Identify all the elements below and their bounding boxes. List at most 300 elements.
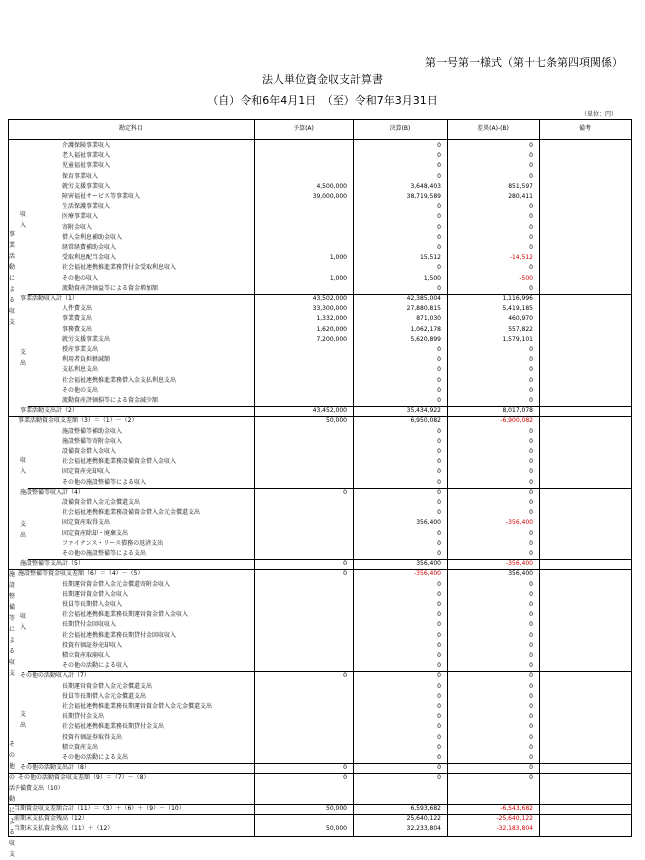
row-settlement: 6,593,682	[410, 805, 441, 812]
row-settlement: 0	[437, 580, 441, 588]
row-label: 事務費支出	[62, 325, 93, 333]
row-settlement: 0	[437, 284, 441, 292]
row-difference: 0	[529, 754, 533, 761]
cash-flow-statement-table	[8, 119, 632, 858]
table-row	[8, 386, 632, 396]
row-label: 人件費支出	[62, 305, 93, 313]
table-row	[8, 294, 632, 304]
row-settlement: 0	[437, 774, 441, 782]
row-settlement: 356,400	[416, 560, 441, 568]
table-row	[8, 712, 632, 722]
table-row	[8, 314, 632, 324]
table-row	[8, 773, 632, 783]
row-settlement: 0	[437, 458, 441, 466]
table-row	[8, 151, 632, 161]
row-label: 社会福祉連携推進業務長期貸付金回収収入	[62, 631, 177, 639]
table-row	[8, 631, 632, 641]
row-difference: 0	[529, 376, 533, 384]
table-row	[8, 172, 632, 182]
row-settlement: 0	[437, 743, 441, 751]
row-settlement: 0	[437, 590, 441, 598]
section-other-label: その他の活動による収支	[8, 741, 15, 858]
row-label: 施設整備等支出計（5）	[20, 560, 84, 568]
table-row	[8, 580, 632, 590]
row-difference: 0	[529, 346, 533, 353]
row-settlement: 871,030	[416, 315, 441, 323]
row-difference: 356,400	[508, 570, 533, 578]
row-difference: 0	[529, 356, 533, 364]
row-settlement: 0	[437, 346, 441, 353]
row-label: 流動資産評価益等による資金増加額	[62, 284, 159, 292]
row-label: その他の活動による支出	[62, 754, 129, 761]
row-difference: 0	[529, 284, 533, 292]
table-row	[8, 610, 632, 620]
row-difference: 0	[529, 774, 533, 782]
row-settlement: 1,500	[423, 274, 441, 282]
row-label: 障害福祉サービス等事業収入	[62, 193, 141, 200]
row-label: 医療事業収入	[62, 213, 99, 221]
row-label: 受取利息配当金収入	[62, 254, 117, 262]
table-row	[8, 620, 632, 630]
row-label: 積立資産取崩収入	[62, 652, 111, 659]
row-label: 借入金利息補助金収入	[62, 233, 123, 241]
row-settlement: 0	[437, 672, 441, 680]
row-difference: -14,512	[509, 254, 533, 262]
row-settlement: 35,434,922	[406, 407, 441, 415]
table-row	[8, 365, 632, 375]
row-settlement: 6,950,082	[410, 417, 441, 425]
row-settlement: 32,233,804	[406, 825, 441, 833]
table-row	[8, 743, 632, 753]
row-label: 利用者負担軽減額	[62, 356, 111, 364]
table-row	[8, 325, 632, 335]
row-settlement: 0	[437, 468, 441, 476]
row-label: 社会福祉連携推進業務設備資金借入金収入	[62, 458, 177, 466]
row-settlement: 0	[437, 437, 441, 445]
table-row	[8, 722, 632, 732]
row-label: 長期運営資金借入金元金償還支出	[62, 682, 153, 690]
income-label-business: 収入	[19, 211, 26, 229]
row-difference: 0	[529, 172, 533, 180]
row-settlement: 0	[437, 213, 441, 221]
row-difference: 0	[529, 539, 533, 547]
row-settlement: 0	[437, 448, 441, 455]
expense-label-other: 支出	[19, 711, 26, 729]
row-settlement: 0	[437, 723, 441, 731]
row-difference: 0	[529, 427, 533, 435]
section-business-label: 事業活動による収支	[8, 231, 15, 326]
income-label-facility: 収入	[19, 457, 26, 475]
row-label: 社会福祉連携推進業務借入金支払利息支出	[62, 376, 177, 384]
row-label: その他の支出	[62, 386, 99, 394]
row-difference: 0	[529, 743, 533, 751]
row-difference: 0	[529, 662, 533, 670]
row-budget: 33,300,000	[312, 305, 347, 313]
row-label: 社会福祉連携推進業務長期運営資金借入金元金償還支出	[62, 703, 213, 710]
row-label: 流動資産評価損等による資金減少額	[62, 397, 159, 404]
row-label: 長期運営資金借入金収入	[62, 590, 129, 598]
row-difference: -25,640,122	[496, 815, 533, 823]
row-settlement: 0	[437, 539, 441, 547]
row-label: 長期貸付金回収収入	[62, 621, 117, 629]
table-row	[8, 233, 632, 243]
row-difference: 0	[529, 386, 533, 394]
table-row	[8, 590, 632, 600]
row-difference: 0	[529, 733, 533, 741]
table-row	[8, 549, 632, 559]
row-difference: 0	[529, 397, 533, 404]
table-row	[8, 824, 632, 834]
row-budget: 4,500,000	[316, 182, 347, 190]
row-difference: 0	[529, 366, 533, 374]
row-settlement: 0	[437, 356, 441, 364]
row-label: 事業活動支出計（2）	[20, 407, 78, 415]
row-difference: 0	[529, 437, 533, 445]
row-settlement: 38,719,589	[406, 193, 441, 200]
row-settlement: 15,512	[420, 254, 441, 262]
table-row	[8, 671, 632, 681]
row-label: 投資有価証券取得支出	[62, 733, 123, 741]
row-settlement: -356,400	[414, 570, 441, 578]
row-difference: 0	[529, 213, 533, 221]
row-label: 積立資産支出	[62, 743, 99, 751]
table-row	[8, 212, 632, 222]
row-budget: 1,620,000	[316, 325, 347, 333]
row-label: 予備費支出（10）	[14, 784, 64, 792]
row-settlement: 0	[437, 203, 441, 211]
row-label: 長期貸付金支出	[62, 713, 105, 721]
row-settlement: 3,648,403	[410, 182, 441, 190]
row-label: 就労支援事業支出	[62, 335, 111, 343]
table-row	[8, 529, 632, 539]
row-difference: 0	[529, 723, 533, 731]
section-facility-label: 施設整備等による収支	[8, 571, 15, 677]
row-label: 社会福祉連携推進業務貸付金受取利息収入	[62, 264, 177, 272]
row-label: その他の収入	[62, 274, 99, 282]
row-label: 就労支援事業収入	[62, 182, 111, 190]
table-row	[8, 141, 632, 151]
row-settlement: 0	[437, 733, 441, 741]
row-label: 経常経費補助金収入	[62, 244, 117, 251]
row-budget: 50,000	[326, 417, 347, 425]
row-label: 役員等長期借入金元金償還支出	[62, 692, 147, 700]
table-row	[8, 518, 632, 528]
row-settlement: 0	[437, 601, 441, 608]
table-row	[8, 161, 632, 171]
row-difference: 0	[529, 244, 533, 251]
row-settlement: 0	[437, 223, 441, 231]
row-difference: 0	[529, 601, 533, 608]
table-row	[8, 427, 632, 437]
row-settlement: 42,385,004	[406, 295, 441, 302]
table-row	[8, 702, 632, 712]
row-settlement: 0	[437, 397, 441, 404]
row-difference: 0	[529, 631, 533, 639]
row-difference: -32,183,804	[496, 825, 533, 833]
table-row	[8, 416, 632, 426]
row-settlement: 0	[437, 162, 441, 170]
row-difference: 0	[529, 142, 533, 149]
row-difference: 0	[529, 713, 533, 721]
row-settlement: 0	[437, 499, 441, 506]
table-row	[8, 284, 632, 294]
row-label: その他の活動収入計（7）	[20, 672, 90, 680]
row-settlement: 0	[437, 509, 441, 517]
row-settlement: 5,620,899	[410, 335, 441, 343]
row-difference: 460,970	[508, 315, 533, 323]
row-label: 投資有価証券売却収入	[62, 641, 123, 649]
row-label: 事業活動資金収支差額（3）＝（1）－（2）	[18, 417, 138, 425]
row-difference: -356,400	[506, 560, 533, 568]
income-label-other: 収入	[19, 613, 26, 631]
row-budget: 43,452,000	[312, 407, 347, 415]
row-settlement: 1,062,178	[410, 325, 441, 333]
unit-label: （単位：円）	[580, 111, 617, 118]
table-row	[8, 814, 632, 824]
row-label: 固定資産売却収入	[62, 468, 111, 476]
row-budget: 0	[343, 774, 347, 782]
row-label: 児童福祉事業収入	[62, 162, 111, 170]
row-settlement: 0	[437, 764, 441, 772]
page-title: 法人単位資金収支計算書	[262, 73, 383, 86]
table-row	[8, 682, 632, 692]
row-settlement: 0	[437, 264, 441, 272]
row-label: 固定資産取得支出	[62, 519, 111, 527]
row-difference: 0	[529, 152, 533, 160]
row-difference: 0	[529, 590, 533, 598]
row-difference: 1,579,101	[502, 335, 533, 343]
table-row	[8, 406, 632, 416]
row-label: 寄附金収入	[62, 223, 93, 231]
table-row	[8, 569, 632, 579]
table-row	[8, 804, 632, 814]
row-label: 施設整備等資金収支差額（6）＝（4）－（5）	[18, 570, 144, 578]
row-difference: -500	[519, 274, 533, 282]
row-difference: 0	[529, 499, 533, 506]
row-difference: 0	[529, 641, 533, 649]
row-difference: 8,017,078	[502, 407, 533, 415]
row-label: 前期末支払資金残高（12）	[14, 815, 88, 823]
row-difference: 5,419,185	[502, 305, 533, 313]
table-row	[8, 488, 632, 498]
row-budget: 1,000	[329, 254, 347, 262]
row-settlement: 0	[437, 682, 441, 690]
table-row	[8, 202, 632, 212]
row-settlement: 0	[437, 376, 441, 384]
row-settlement: 0	[437, 142, 441, 149]
row-difference: 0	[529, 223, 533, 231]
table-row	[8, 355, 632, 365]
column-header-remarks: 備考	[578, 125, 591, 132]
row-label: 事業費支出	[62, 315, 93, 323]
row-difference: 0	[529, 580, 533, 588]
column-header-item: 勘定科目	[118, 125, 143, 132]
column-header-budget: 予算(A)	[293, 125, 314, 132]
row-label: 固定資産除却・廃棄支出	[62, 529, 129, 537]
row-label: 保育事業収入	[62, 172, 99, 180]
row-label: 社会福祉連携推進業務設備資金借入金元金償還支出	[62, 509, 201, 517]
row-label: その他の活動による収入	[62, 662, 129, 670]
table-row	[8, 253, 632, 263]
row-settlement: 0	[437, 611, 441, 619]
row-label: 老人福祉事業収入	[62, 152, 111, 160]
row-budget: 50,000	[326, 805, 347, 812]
table-row	[8, 733, 632, 743]
row-label: 役員等長期借入金収入	[62, 601, 123, 608]
row-label: ファイナンス・リース債務の返済支出	[62, 539, 164, 547]
row-settlement: 27,880,815	[406, 305, 441, 313]
row-budget: 39,000,000	[312, 193, 347, 200]
row-difference: 0	[529, 448, 533, 455]
row-settlement: 0	[437, 641, 441, 649]
row-difference: 0	[529, 652, 533, 659]
row-difference: -6,900,082	[500, 417, 533, 425]
row-difference: 0	[529, 233, 533, 241]
table-row	[8, 539, 632, 549]
row-budget: 43,502,000	[312, 295, 347, 302]
row-settlement: 0	[437, 631, 441, 639]
row-settlement: 0	[437, 692, 441, 700]
table-row	[8, 508, 632, 518]
row-label: 事業活動収入計（1）	[20, 295, 78, 302]
row-difference: 0	[529, 682, 533, 690]
row-label: 社会福祉連携推進業務長期運営資金借入金収入	[62, 611, 189, 619]
row-budget: 1,332,000	[316, 315, 347, 323]
row-budget: 0	[343, 672, 347, 680]
row-difference: 557,822	[508, 325, 533, 333]
table-row	[8, 457, 632, 467]
row-difference: 0	[529, 611, 533, 619]
row-difference: 0	[529, 621, 533, 629]
row-label: 介護保険事業収入	[62, 142, 111, 149]
row-label: 社会福祉連携推進業務長期貸付金支出	[62, 723, 165, 731]
row-label: 設備資金借入金元金償還支出	[62, 499, 141, 506]
row-settlement: 0	[437, 652, 441, 659]
row-settlement: 0	[437, 233, 441, 241]
table-row	[8, 559, 632, 569]
row-difference: -6,543,682	[500, 805, 533, 812]
row-settlement: 0	[437, 172, 441, 180]
row-budget: 0	[343, 488, 347, 496]
table-row	[8, 274, 632, 284]
row-label: 当期資金収支差額合計（11）＝（3）＋（6）＋（9）－（10）	[14, 805, 185, 812]
expense-label-facility: 支出	[19, 521, 26, 539]
row-settlement: 0	[437, 529, 441, 537]
row-difference: 1,116,996	[502, 295, 533, 302]
table-row	[8, 651, 632, 661]
row-settlement: 0	[437, 427, 441, 435]
row-label: 施設整備等補助金収入	[62, 427, 123, 435]
row-difference: 0	[529, 488, 533, 496]
row-difference: 0	[529, 764, 533, 772]
row-difference: 0	[529, 203, 533, 211]
table-row	[8, 345, 632, 355]
row-difference: 0	[529, 703, 533, 710]
row-settlement: 0	[437, 713, 441, 721]
row-difference: 0	[529, 468, 533, 476]
table-row	[8, 243, 632, 253]
row-settlement: 0	[437, 550, 441, 557]
table-row	[8, 335, 632, 345]
column-header-settlement: 決算(B)	[389, 125, 411, 132]
row-settlement: 0	[437, 152, 441, 160]
row-label: その他の施設整備等による支出	[62, 550, 147, 557]
row-difference: 0	[529, 550, 533, 557]
fiscal-period: （自）令和6年4月1日 （至）令和7年3月31日	[207, 94, 438, 107]
row-difference: 0	[529, 692, 533, 700]
row-settlement: 0	[437, 621, 441, 629]
table-row	[8, 223, 632, 233]
row-settlement: 0	[437, 386, 441, 394]
row-settlement: 0	[437, 244, 441, 251]
row-label: 施設整備等寄附金収入	[62, 437, 123, 445]
table-row	[8, 600, 632, 610]
table-row	[8, 396, 632, 406]
row-difference: 280,411	[508, 193, 533, 200]
row-difference: 0	[529, 458, 533, 466]
table-row	[8, 182, 632, 192]
row-difference: 851,597	[508, 182, 533, 190]
row-settlement: 0	[437, 366, 441, 374]
row-settlement: 0	[437, 478, 441, 486]
table-row	[8, 192, 632, 202]
row-difference: -356,400	[506, 519, 533, 527]
row-difference: 0	[529, 162, 533, 170]
table-row	[8, 763, 632, 773]
table-row	[8, 437, 632, 447]
row-label: 長期運営資金借入金元金償還寄附金収入	[62, 580, 171, 588]
row-budget: 0	[343, 570, 347, 578]
row-label: 生活保護事業収入	[62, 203, 111, 211]
column-header-difference: 差異(A)-(B)	[477, 125, 509, 132]
table-row	[8, 263, 632, 273]
row-budget: 7,200,000	[316, 335, 347, 343]
row-budget: 50,000	[326, 825, 347, 833]
row-budget: 0	[343, 764, 347, 772]
row-difference: 0	[529, 264, 533, 272]
row-difference: 0	[529, 529, 533, 537]
row-label: その他の活動支出計（8）	[20, 764, 90, 772]
row-budget: 1,000	[329, 274, 347, 282]
row-label: その他の活動資金収支差額（9）＝（7）－（8）	[18, 774, 150, 782]
table-row	[8, 478, 632, 488]
row-difference: 0	[529, 509, 533, 517]
table-row	[8, 661, 632, 671]
row-label: 授産事業支出	[62, 346, 99, 353]
form-number: 第一号第一様式（第十七条第四項関係）	[425, 56, 623, 69]
row-budget: 0	[343, 560, 347, 568]
row-label: 施設整備等収入計（4）	[20, 488, 84, 496]
row-label: 当期末支払資金残高（11）＋（12）	[14, 825, 114, 833]
row-label: 支払利息支出	[62, 366, 99, 374]
table-row	[8, 447, 632, 457]
row-difference: 0	[529, 672, 533, 680]
table-row	[8, 376, 632, 386]
table-row	[8, 794, 632, 804]
row-settlement: 0	[437, 488, 441, 496]
expense-label-business: 支出	[19, 349, 26, 367]
row-settlement: 25,640,122	[406, 815, 441, 823]
table-row	[8, 784, 632, 794]
table-row	[8, 692, 632, 702]
table-row	[8, 641, 632, 651]
table-row	[8, 304, 632, 314]
row-label: その他の施設整備等による収入	[62, 478, 147, 486]
row-difference: 0	[529, 478, 533, 486]
table-row	[8, 498, 632, 508]
row-settlement: 356,400	[416, 519, 441, 527]
table-row	[8, 753, 632, 763]
